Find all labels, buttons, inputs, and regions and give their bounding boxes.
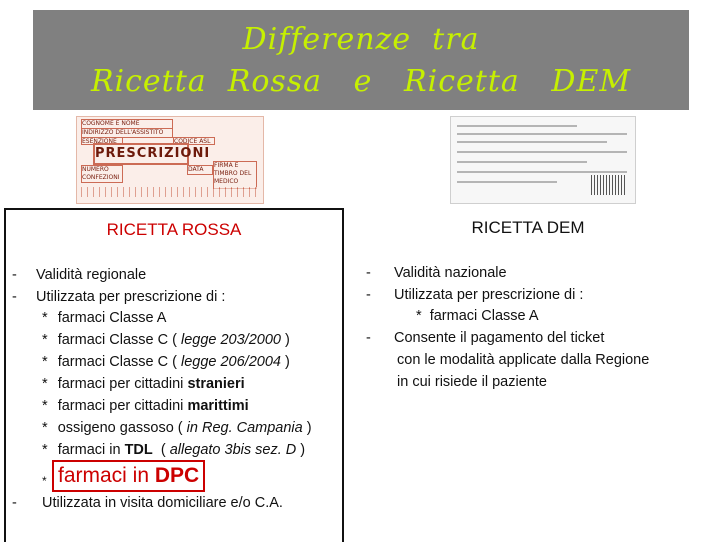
ricetta-rossa-image <box>76 116 264 204</box>
thumb-cognome: COGNOME E NOME <box>81 119 173 129</box>
sub-item: * farmaci per cittadini stranieri <box>42 376 245 392</box>
dem-line <box>457 133 627 135</box>
sub-item: * farmaci Classe A <box>416 308 539 324</box>
dem-line <box>457 125 577 127</box>
dpc-item: * <box>42 474 47 488</box>
list-item: - Utilizzata per prescrizione di : <box>366 287 584 303</box>
dem-line <box>457 161 587 163</box>
list-item: - Consente il pagamento del ticket <box>366 330 605 346</box>
list-item: - Validità nazionale <box>366 265 507 281</box>
title-line-2: Ricetta Rossa e Ricetta DEM <box>90 64 632 99</box>
thumb-firma: FIRMA E TIMBRO DEL MEDICO <box>213 161 257 189</box>
thumb-prescrizioni: PRESCRIZIONI <box>93 143 189 165</box>
dem-line <box>457 141 607 143</box>
dpc-highlight-box: farmaci in DPC <box>52 460 205 492</box>
sub-item: * farmaci Classe C ( legge 203/2000 ) <box>42 332 290 348</box>
list-item-continuation: con le modalità applicate dalla Regione <box>397 352 650 368</box>
thumb-codice: CODICE ASL <box>173 137 215 145</box>
sub-item: * ossigeno gassoso ( in Reg. Campania ) <box>42 420 312 436</box>
dem-line <box>457 181 557 183</box>
sub-item: * farmaci in TDL ( allegato 3bis sez. D ) <box>42 442 306 458</box>
thumb-indirizzo: INDIRIZZO DELL'ASSISTITO <box>81 128 173 138</box>
sub-item: * farmaci per cittadini marittimi <box>42 398 249 414</box>
list-item-continuation: in cui risiede il paziente <box>397 374 547 390</box>
thumb-esenzione: ESENZIONE <box>81 137 123 145</box>
dem-line <box>457 171 627 173</box>
ricetta-dem-heading: RICETTA DEM <box>471 218 585 237</box>
list-item: - Utilizzata in visita domiciliare e/o C.A. <box>12 495 283 511</box>
dem-barcode <box>591 175 627 195</box>
thumb-data: DATA <box>187 165 213 175</box>
ricetta-rossa-panel <box>4 208 344 542</box>
ricetta-dem-panel <box>360 208 696 540</box>
title-banner <box>33 10 689 110</box>
thumb-numero: NUMERO CONFEZIONI <box>81 165 123 183</box>
sub-item: * farmaci Classe A <box>42 310 167 326</box>
dem-line <box>457 151 627 153</box>
title-line-1: Differenze tra <box>242 22 480 57</box>
list-item: - Validità regionale <box>12 267 147 283</box>
list-item: - Utilizzata per prescrizione di : <box>12 289 226 305</box>
thumb-barcode <box>81 187 257 197</box>
ricetta-rossa-heading: RICETTA ROSSA <box>106 220 242 239</box>
sub-item: * farmaci Classe C ( legge 206/2004 ) <box>42 354 290 370</box>
ricetta-dem-image <box>450 116 636 204</box>
